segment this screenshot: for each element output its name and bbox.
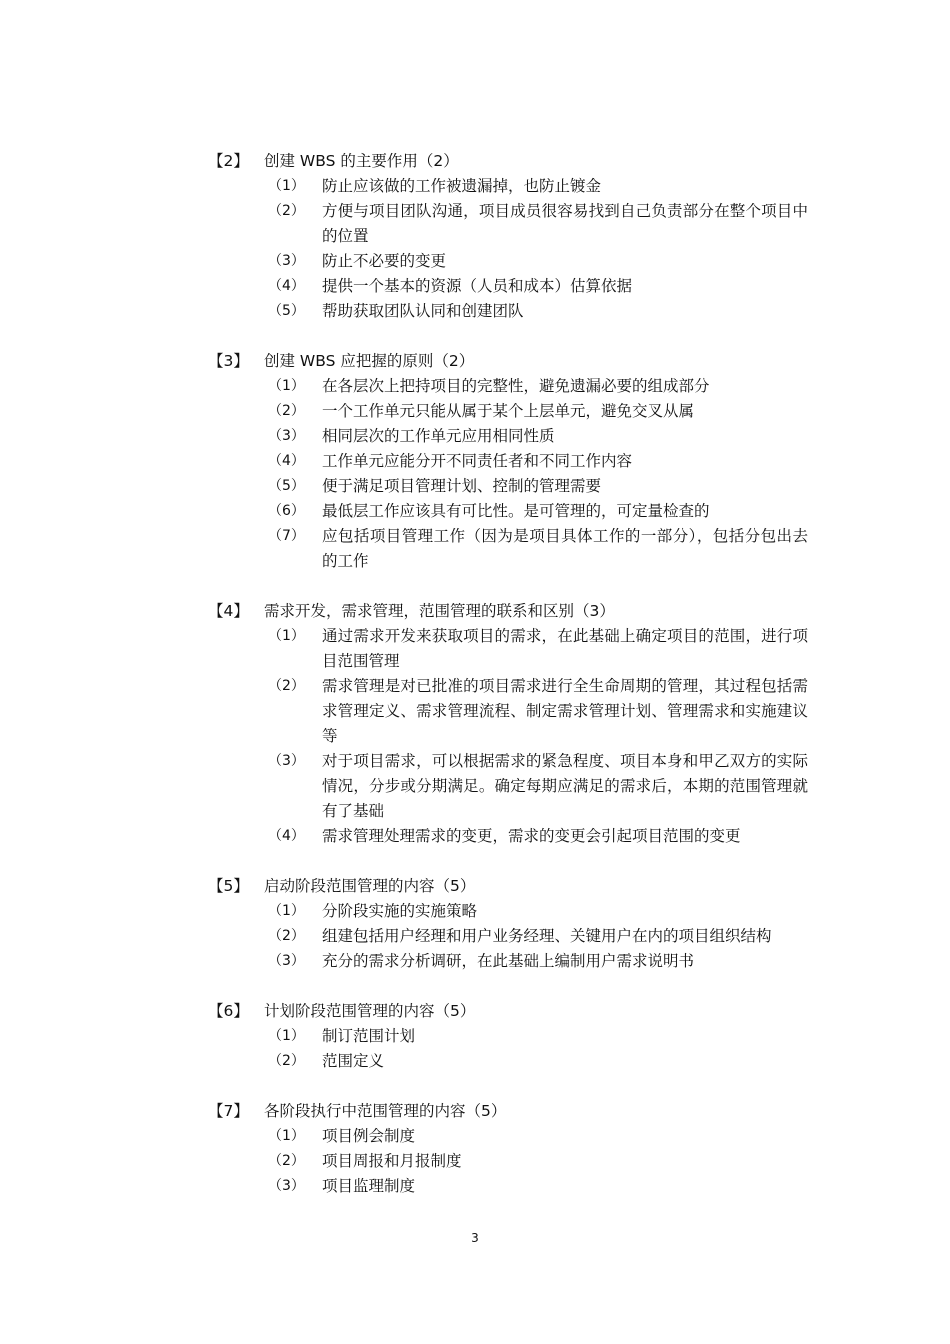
list-item-text: 相同层次的工作单元应用相同性质 [322,427,555,445]
list-item [208,899,808,924]
list-item-number: （2） [268,403,305,419]
list-item-number: （7） [268,528,305,544]
document-body [208,149,808,1224]
list-item-text: 项目监理制度 [322,1177,416,1195]
section-heading [208,1099,808,1124]
list-item-number: （1） [268,1028,305,1044]
list-item-text: 工作单元应能分开不同责任者和不同工作内容 [322,452,633,470]
list-item-text: 便于满足项目管理计划、控制的管理需要 [322,477,602,495]
section-number: 【5】 [208,877,249,895]
list-item-number: （1） [268,1128,305,1144]
list-item-text: 方便与项目团队沟通，项目成员很容易找到自己负责部分在整个项目中的位置 [322,202,808,245]
list-item-text: 防止不必要的变更 [322,252,447,270]
section-heading [208,599,808,624]
list-item-number: （4） [268,453,305,469]
section-title: 启动阶段范围管理的内容（5） [264,877,476,895]
list-item-number: （5） [268,303,305,319]
list-item [208,674,808,749]
list-item-number: （6） [268,503,305,519]
list-item-number: （3） [268,428,305,444]
item-list [208,174,808,324]
section [208,149,808,324]
list-item [208,199,808,249]
list-item-text: 在各层次上把持项目的完整性，避免遗漏必要的组成部分 [322,377,710,395]
list-item [208,1174,808,1199]
list-item [208,1024,808,1049]
section-title: 需求开发，需求管理，范围管理的联系和区别（3） [264,602,615,620]
list-item-text: 对于项目需求，可以根据需求的紧急程度、项目本身和甲乙双方的实际情况，分步或分期满足。确定每期应满足的需求后，本期的范围管理就有了基础 [322,752,808,820]
list-item-text: 充分的需求分析调研，在此基础上编制用户需求说明书 [322,952,695,970]
page-number: 3 [471,1231,479,1245]
list-item-number: （4） [268,828,305,844]
section [208,874,808,974]
section-number: 【2】 [208,152,249,170]
section-heading [208,149,808,174]
section-heading [208,349,808,374]
list-item [208,1049,808,1074]
section-title: 各阶段执行中范围管理的内容（5） [264,1102,507,1120]
list-item-number: （4） [268,278,305,294]
list-item [208,749,808,824]
list-item-number: （3） [268,253,305,269]
list-item-number: （5） [268,478,305,494]
section [208,599,808,849]
list-item-number: （1） [268,178,305,194]
list-item-number: （1） [268,903,305,919]
item-list [208,899,808,974]
list-item-text: 项目例会制度 [322,1127,416,1145]
list-item [208,274,808,299]
section-title: 创建 WBS 应把握的原则（2） [264,352,475,370]
list-item-number: （2） [268,678,305,694]
section-number: 【3】 [208,352,249,370]
list-item-number: （2） [268,1053,305,1069]
list-item-text: 最低层工作应该具有可比性。是可管理的，可定量检查的 [322,502,710,520]
list-item-text: 应包括项目管理工作（因为是项目具体工作的一部分），包括分包出去的工作 [322,527,808,570]
section-heading [208,999,808,1024]
list-item [208,449,808,474]
list-item-number: （1） [268,628,305,644]
item-list [208,624,808,849]
list-item [208,1124,808,1149]
item-list [208,1124,808,1199]
item-list [208,1024,808,1074]
list-item-text: 一个工作单元只能从属于某个上层单元，避免交叉从属 [322,402,695,420]
list-item [208,524,808,574]
section-heading [208,874,808,899]
section-number: 【6】 [208,1002,249,1020]
list-item-text: 提供一个基本的资源（人员和成本）估算依据 [322,277,633,295]
list-item-number: （2） [268,1153,305,1169]
list-item [208,424,808,449]
list-item-text: 项目周报和月报制度 [322,1152,462,1170]
list-item [208,174,808,199]
list-item-text: 帮助获取团队认同和创建团队 [322,302,524,320]
list-item [208,824,808,849]
list-item-text: 需求管理是对已批准的项目需求进行全生命周期的管理，其过程包括需求管理定义、需求管理流程、制定需求管理计划、管理需求和实施建议等 [322,677,808,745]
list-item-number: （1） [268,378,305,394]
list-item [208,474,808,499]
section-number: 【7】 [208,1102,249,1120]
list-item [208,399,808,424]
list-item [208,924,808,949]
list-item-number: （2） [268,928,305,944]
list-item [208,624,808,674]
list-item [208,1149,808,1174]
list-item [208,374,808,399]
section [208,1099,808,1199]
list-item [208,499,808,524]
list-item-text: 组建包括用户经理和用户业务经理、关键用户在内的项目组织结构 [322,927,772,945]
section [208,349,808,574]
list-item-text: 范围定义 [322,1052,385,1070]
list-item-number: （3） [268,953,305,969]
list-item [208,249,808,274]
section [208,999,808,1074]
section-title: 创建 WBS 的主要作用（2） [264,152,459,170]
list-item-text: 制订范围计划 [322,1027,416,1045]
section-title: 计划阶段范围管理的内容（5） [264,1002,476,1020]
list-item-number: （3） [268,753,305,769]
list-item-number: （3） [268,1178,305,1194]
list-item [208,299,808,324]
list-item [208,949,808,974]
list-item-number: （2） [268,203,305,219]
list-item-text: 防止应该做的工作被遗漏掉，也防止镀金 [322,177,602,195]
item-list [208,374,808,574]
section-number: 【4】 [208,602,249,620]
list-item-text: 分阶段实施的实施策略 [322,902,478,920]
list-item-text: 通过需求开发来获取项目的需求，在此基础上确定项目的范围，进行项目范围管理 [322,627,808,670]
list-item-text: 需求管理处理需求的变更，需求的变更会引起项目范围的变更 [322,827,741,845]
